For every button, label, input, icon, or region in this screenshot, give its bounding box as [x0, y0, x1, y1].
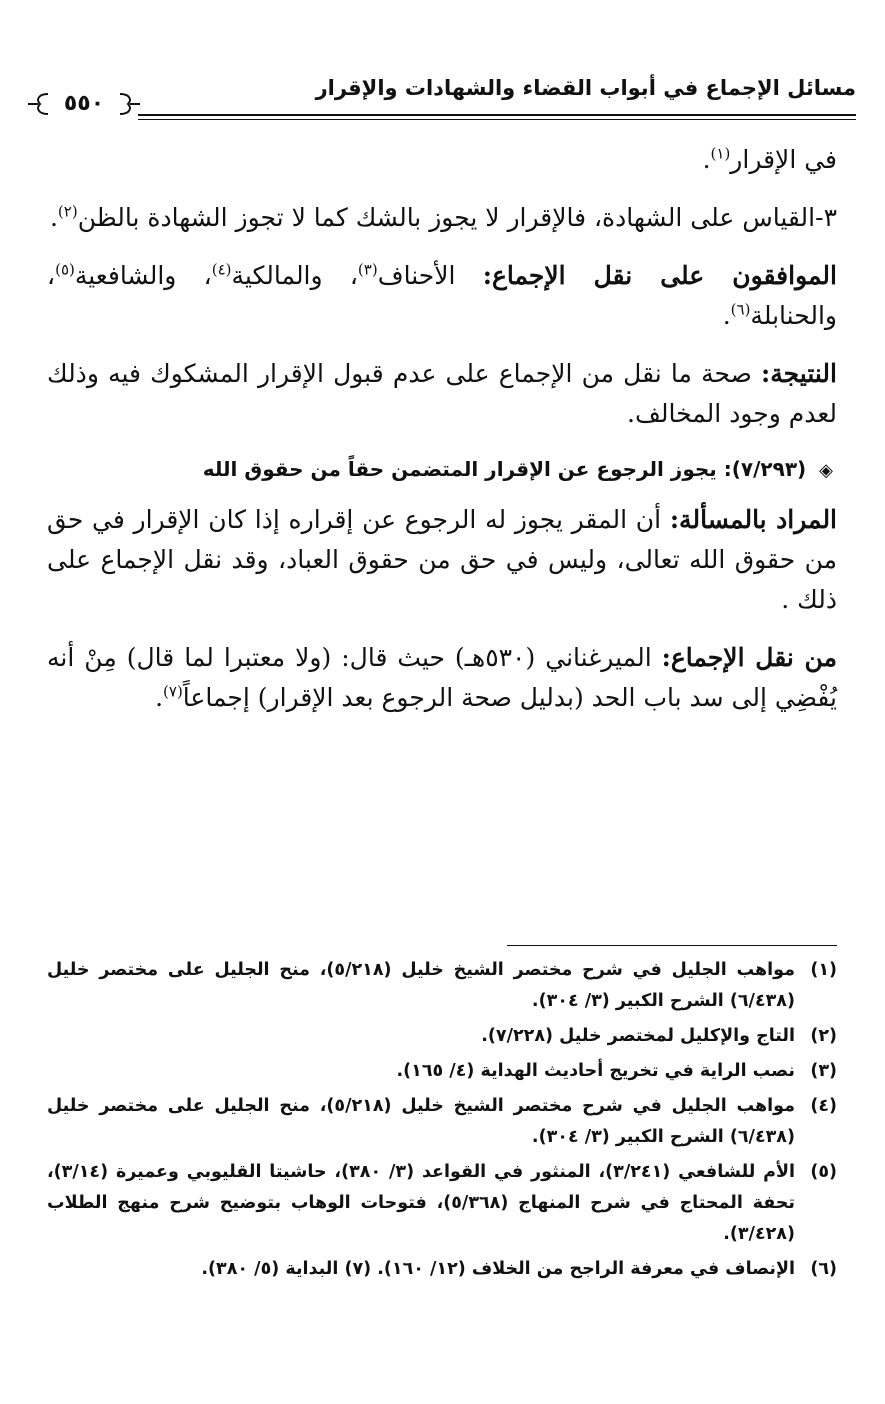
- footnote-item: [47, 955, 837, 1017]
- footnote-ref-4[interactable]: (٤): [211, 260, 232, 279]
- maliki-text: ، والمالكية: [231, 261, 358, 290]
- paragraph-2-text: ٣-القياس على الشهادة، فالإقرار لا يجوز بالشك كما لا تجوز الشهادة بالظن: [77, 203, 837, 232]
- footnote-ref-2[interactable]: (٢): [57, 202, 78, 221]
- paragraph-2: [47, 198, 837, 238]
- meaning-label: المراد بالمسألة:: [669, 505, 838, 534]
- footnote-text: نصب الراية في تخريج أحاديث الهداية (٤/ ١٦٥).: [396, 1061, 795, 1081]
- result-label: النتيجة:: [761, 359, 837, 388]
- running-header: [30, 72, 856, 132]
- footnote-ref-1[interactable]: (١): [710, 144, 731, 163]
- paragraph-6-end: .: [155, 683, 164, 712]
- footnote-item: [47, 1091, 837, 1153]
- paragraph-2-end: .: [49, 203, 58, 232]
- header-rule-thick: [30, 114, 856, 116]
- hanafi-text: الأحناف: [377, 261, 456, 290]
- footnote-ref-6[interactable]: (٦): [730, 300, 751, 319]
- hanbali-text: ، والحنابلة: [47, 261, 837, 330]
- issue-number: (٧/٢٩٣):: [723, 457, 807, 481]
- paragraph-5: [47, 500, 837, 620]
- agreeing-label: الموافقون على نقل الإجماع:: [482, 261, 837, 290]
- footnote-text: مواهب الجليل في شرح مختصر الشيخ خليل (٥/٢١٨)، منح الجليل على مختصر خليل (٦/٤٣٨) الشرح الكبير (٣/ ٣٠٤).: [47, 1096, 795, 1147]
- footnote-text: الأم للشافعي (٣/٢٤١)، المنثور في القواعد (٣/ ٣٨٠)، حاشيتا القليوبي وعميرة (٣/١٤)، تحفة المحتاج في شرح المنهاج (٥/٣٦٨)، فتوحات الوهاب بتوضيح شرح منهج الطلاب (٣/٤٢٨).: [47, 1162, 796, 1244]
- footnote-ref-5[interactable]: (٥): [55, 260, 75, 279]
- footnote-text: الإنصاف في معرفة الراجح من الخلاف (١٢/ ١٦٠). (٧) البداية (٥/ ٣٨٠).: [201, 1259, 795, 1279]
- issue-title: يجوز الرجوع عن الإقرار المتضمن حقاً من حقوق الله: [202, 457, 717, 481]
- footnote-ref-3[interactable]: (٣): [357, 260, 378, 279]
- footnote-item: [47, 1254, 837, 1285]
- main-text: [47, 140, 837, 718]
- footnotes: [47, 955, 837, 1289]
- header-title: مسائل الإجماع في أبواب القضاء والشهادات والإقرار: [315, 76, 856, 100]
- paragraph-3: [47, 256, 837, 336]
- header-rule-thin: [30, 119, 856, 120]
- footnote-text: التاج والإكليل لمختصر خليل (٧/٢٢٨).: [481, 1026, 795, 1046]
- result-text: صحة ما نقل من الإجماع على عدم قبول الإقرار المشكوك فيه وذلك لعدم وجود المخالف.: [47, 359, 837, 428]
- shafii-text: ، والشافعية: [74, 261, 212, 290]
- footnote-number: (٤): [810, 1096, 837, 1116]
- issue-heading: [47, 452, 837, 488]
- footnote-text: مواهب الجليل في شرح مختصر الشيخ خليل (٥/٢١٨)، منح الجليل على مختصر خليل (٦/٤٣٨) الشرح الكبير (٣/ ٣٠٤).: [47, 960, 795, 1011]
- footnote-number: (٦): [810, 1259, 837, 1279]
- ornament-curl-left-icon: [26, 86, 50, 122]
- footnote-item: [47, 1056, 837, 1087]
- footnote-separator: [507, 945, 837, 946]
- page-number: ٥٥٠: [63, 91, 105, 116]
- meaning-text: أن المقر يجوز له الرجوع عن إقراره إذا كان الإقرار في حق من حقوق الله تعالى، وليس في حق من حقوق العباد، وقد نقل الإجماع على ذلك .: [47, 505, 837, 614]
- paragraph-1-text: في الإقرار: [730, 145, 837, 174]
- footnote-number: (١): [810, 960, 837, 980]
- paragraph-3-end: .: [722, 301, 731, 330]
- transmitter-label: من نقل الإجماع:: [661, 643, 837, 672]
- paragraph-1: [47, 140, 837, 180]
- diamond-bullet-icon: ◈: [819, 460, 833, 481]
- footnote-number: (٢): [810, 1026, 837, 1046]
- transmitter-text: الميرغناني (٥٣٠هـ) حيث قال: (ولا معتبرا لما قال) مِنْ أنه يُفْضِي إلى سد باب الحد (بدليل صحة الرجوع بعد الإقرار) إجماعاً: [47, 643, 837, 712]
- footnote-item: [47, 1157, 837, 1250]
- footnote-item: [47, 1021, 837, 1052]
- footnote-ref-7[interactable]: (٧): [163, 682, 183, 701]
- footnote-number: (٥): [810, 1162, 837, 1182]
- footnote-number: (٣): [810, 1061, 837, 1081]
- page-number-ornament: [30, 86, 138, 122]
- paragraph-4: [47, 354, 837, 434]
- paragraph-6: [47, 638, 837, 718]
- paragraph-1-end: .: [702, 145, 711, 174]
